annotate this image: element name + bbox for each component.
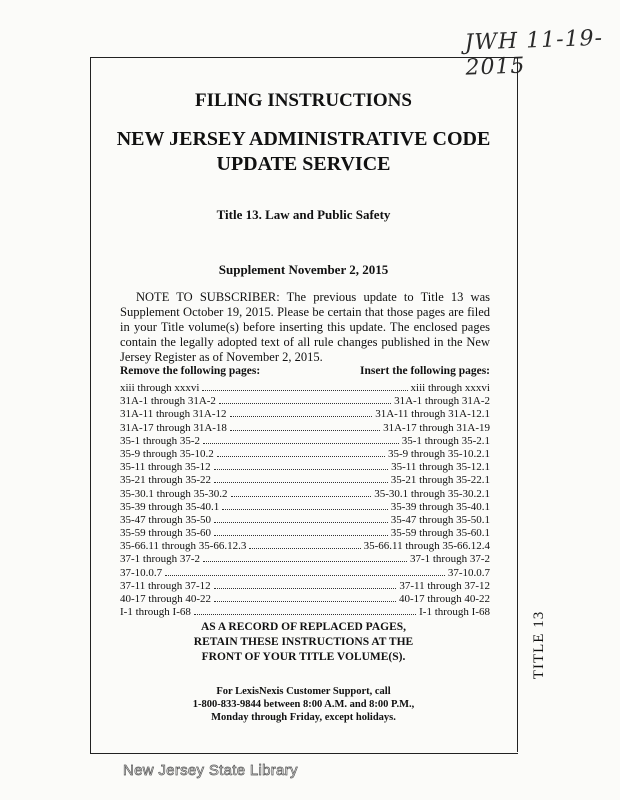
dot-leader xyxy=(203,552,407,562)
record-line-3: FRONT OF YOUR TITLE VOLUME(S). xyxy=(201,651,406,663)
subheading-line-1: NEW JERSEY ADMINISTRATIVE CODE xyxy=(116,128,491,150)
insert-pages: 31A-1 through 31A-2 xyxy=(394,395,490,408)
remove-pages: 31A-11 through 31A-12 xyxy=(120,408,227,421)
dot-leader xyxy=(231,487,372,497)
insert-pages: I-1 through I-68 xyxy=(419,606,490,619)
insert-pages: 35-66.11 through 35-66.12.4 xyxy=(363,540,490,553)
dot-leader xyxy=(217,447,385,457)
table-rows xyxy=(120,381,490,618)
insert-pages: 37-11 through 37-12 xyxy=(399,579,490,592)
remove-pages: 35-30.1 through 35-30.2 xyxy=(120,487,228,500)
remove-pages: 35-21 through 35-22 xyxy=(120,474,212,487)
insert-pages: 40-17 through 40-22 xyxy=(398,593,490,605)
customer-support xyxy=(90,685,517,724)
table-row xyxy=(120,605,490,618)
dot-leader xyxy=(249,539,360,549)
title-name: Title 13. Law and Public Safety xyxy=(216,207,391,222)
insert-header: Insert the following pages: xyxy=(359,365,490,377)
remove-pages: 37-10.0.7 xyxy=(120,566,163,579)
table-row xyxy=(120,500,490,513)
remove-pages: xiii through xxxvi xyxy=(120,382,200,394)
table-row xyxy=(120,460,490,473)
subheading-line-2: UPDATE SERVICE xyxy=(216,153,391,175)
remove-pages: 35-47 through 35-50 xyxy=(120,513,212,526)
support-line-1: For LexisNexis Customer Support, call xyxy=(216,686,391,697)
right-rule xyxy=(517,57,518,752)
record-line-2: RETAIN THESE INSTRUCTIONS AT THE xyxy=(193,636,414,648)
dot-leader xyxy=(214,526,388,536)
dot-leader xyxy=(214,579,397,589)
remove-pages: 37-1 through 37-2 xyxy=(120,553,201,566)
remove-pages: 35-59 through 35-60 xyxy=(120,527,212,540)
record-notice xyxy=(90,620,517,665)
dot-leader xyxy=(214,592,396,602)
remove-pages: 40-17 through 40-22 xyxy=(120,593,212,605)
dot-leader xyxy=(165,566,445,576)
record-line-1: AS A RECORD OF REPLACED PAGES, xyxy=(200,621,407,633)
supplement-date: Supplement November 2, 2015 xyxy=(218,262,389,277)
table-row xyxy=(120,381,490,394)
library-watermark: New Jersey State Library xyxy=(123,762,298,779)
remove-pages: 35-66.11 through 35-66.12.3 xyxy=(120,540,247,553)
table-row xyxy=(120,539,490,552)
remove-pages: 31A-1 through 31A-2 xyxy=(120,395,216,408)
insert-pages: 37-1 through 37-2 xyxy=(409,553,490,566)
insert-pages: 37-10.0.7 xyxy=(447,566,490,579)
insert-pages: xiii through xxxvi xyxy=(410,382,490,394)
remove-header: Remove the following pages: xyxy=(120,365,261,377)
insert-pages: 31A-17 through 31A-19 xyxy=(383,421,490,434)
table-header xyxy=(120,365,490,381)
dot-leader xyxy=(230,407,373,417)
table-row xyxy=(120,447,490,460)
support-line-3: Monday through Friday, except holidays. xyxy=(211,712,396,723)
insert-pages: 35-11 through 35-12.1 xyxy=(391,461,490,474)
insert-pages: 31A-11 through 31A-12.1 xyxy=(375,408,490,421)
table-row xyxy=(120,473,490,486)
table-row xyxy=(120,421,490,434)
remove-pages: 31A-17 through 31A-18 xyxy=(120,421,227,434)
remove-pages: 35-11 through 35-12 xyxy=(120,461,211,474)
support-line-2: 1-800-833-9844 between 8:00 A.M. and 8:00 P.M., xyxy=(192,699,415,710)
table-row xyxy=(120,579,490,592)
insert-pages: 35-39 through 35-40.1 xyxy=(390,500,490,513)
table-row xyxy=(120,552,490,565)
dot-leader xyxy=(219,394,391,404)
remove-pages: 35-39 through 35-40.1 xyxy=(120,500,220,513)
insert-pages: 35-21 through 35-22.1 xyxy=(390,474,490,487)
table-row xyxy=(120,407,490,420)
dot-leader xyxy=(202,381,407,391)
page-title: FILING INSTRUCTIONS xyxy=(195,90,412,111)
dot-leader xyxy=(194,605,416,615)
dot-leader xyxy=(214,513,388,523)
insert-pages: 35-47 through 35-50.1 xyxy=(390,513,490,526)
table-row xyxy=(120,526,490,539)
handwritten-initials-date: JWH 11-19-2015 xyxy=(464,25,604,81)
remove-pages: 37-11 through 37-12 xyxy=(120,579,211,592)
dot-leader xyxy=(222,500,387,510)
side-tab-title: TITLE 13 xyxy=(531,610,547,680)
dot-leader xyxy=(214,473,388,483)
dot-leader xyxy=(214,460,388,470)
table-row xyxy=(120,487,490,500)
table-row xyxy=(120,394,490,407)
remove-pages: I-1 through I-68 xyxy=(120,606,191,619)
insert-pages: 35-30.1 through 35-30.2.1 xyxy=(374,487,490,500)
insert-pages: 35-59 through 35-60.1 xyxy=(390,527,490,540)
table-row xyxy=(120,434,490,447)
dot-leader xyxy=(203,434,399,444)
insert-pages: 35-9 through 35-10.2.1 xyxy=(387,447,490,460)
subscriber-note: NOTE TO SUBSCRIBER: The previous update to Title 13 was Supplement October 19, 2015. Please be certain that those pages are filed in your Title volume(s) before inserting this update. The enclosed pages contain the legally adopted text of all rule changes published in the New Jersey Register as of November 2, 2015. xyxy=(120,290,490,364)
insert-pages: 35-1 through 35-2.1 xyxy=(401,434,490,447)
page-replacement-table xyxy=(120,365,490,618)
remove-pages: 35-9 through 35-10.2 xyxy=(120,447,214,460)
remove-pages: 35-1 through 35-2 xyxy=(120,434,201,447)
table-row xyxy=(120,592,490,605)
dot-leader xyxy=(230,421,380,431)
table-row xyxy=(120,513,490,526)
table-row xyxy=(120,566,490,579)
